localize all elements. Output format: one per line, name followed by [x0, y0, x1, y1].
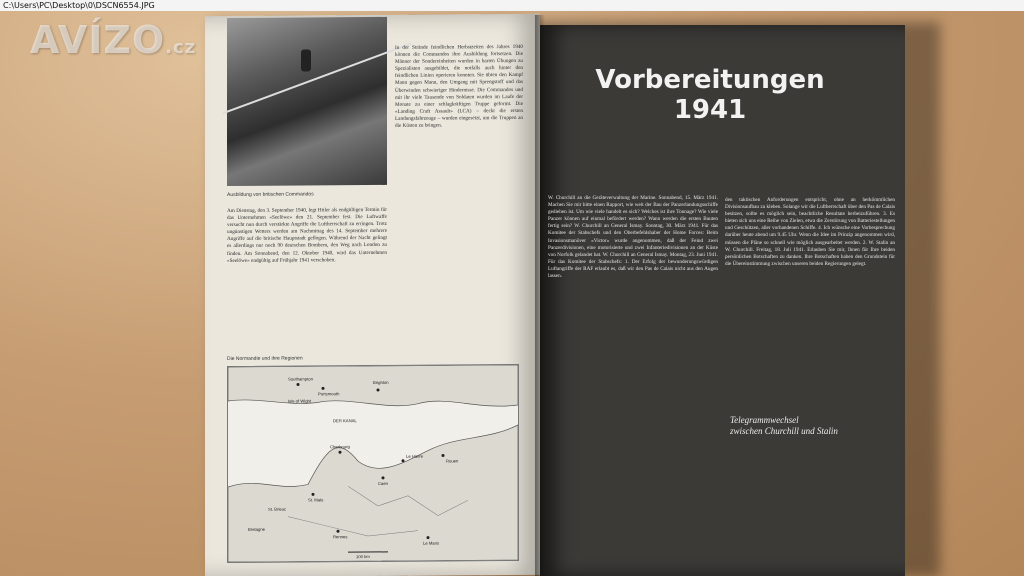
left-page — [205, 14, 540, 576]
map-scale-label: 100 km — [356, 554, 370, 560]
text-column-right-page-right: den taktischen Anforderungen entspricht, ohne an herkömmlichen Divisionsaufbau zu kleben. Solange wir die Luftherrschaft über den Pas de Calais besitzen, sollte es möglich sein, beachtliche Resultate herbeizuführen. 3. Es bieten sich uns eine Reihe von Zielen, etwa die Zerstörung von Batteriestellungen und Geschützen, aller vorhandenen Schiffe. 4. Ich wünsche eine Vorbesprechung darüber heute abend um 9.45 Uhr. Wenn die Idee im Prinzip angenommen wird, müssen die Pläne so schnell wie möglich ausgearbeitet werden. 2. W. Stalin an W. Churchill. Freitag, 18. Juli 1941. Erlauben Sie mir, Ihnen für Ihre beiden persönlichen Botschaften zu danken. Ihre Botschaften haben den Grundstein für die Übereinstimmung zwischen unseren beiden Regierungen gelegt. — [725, 197, 895, 267]
photo-caption: Ausbildung von britischen Commandos — [227, 191, 314, 199]
rope — [223, 43, 412, 115]
map-label-bretagne: Bretagne — [248, 526, 265, 532]
commando-photo — [227, 17, 387, 186]
map-label-st-malo: St. Malo — [308, 497, 324, 503]
map-label-le-mans: Le Mans — [423, 540, 440, 546]
map-label-isle-of-wight: Isle of Wight — [288, 398, 312, 404]
text-column-top-right: In der Strände feindlichen Herbstzeiten des Jahres 1940 können die Commandos ihre Ausbildung fortsetzen. Die Männer der Sondereinheiten wurden in harten Übungen zu Spezialisten ausgebildet, die notfalls auch hinter den feindlichen Linien operieren konnten. Sie übten den Kampf Mann gegen Mann, den Umgang mit Sprengstoff und das Überwinden schwieriger Hindernisse. Die Commandos und mit ihr viele Tausende von Soldaten wurden im Laufe der Monate zu einer schlagkräftigen Truppe geformt. Die «Landing Craft Assault» (LCA) – deckt die ersten Landungsfahrzeuge – wurden eingesetzt, um die Truppen an die Küsten zu bringen. — [395, 43, 523, 129]
watermark-suffix: .cz — [165, 37, 197, 58]
map-label-st-brieuc: St. Brieuc — [268, 506, 287, 512]
map-caption: Die Normandie und ihre Regionen — [227, 355, 303, 363]
soldier-figure — [301, 49, 311, 71]
channel-map — [227, 364, 519, 563]
section-heading-line2: zwischen Churchill und Stalin — [730, 426, 838, 436]
section-heading-line1: Telegrammwechsel — [730, 415, 799, 425]
map-label-portsmouth: Portsmouth — [318, 391, 340, 397]
file-path-bar: C:\Users\PC\Desktop\0\DSCN6554.JPG — [0, 0, 1024, 11]
chapter-title — [580, 65, 840, 125]
map-label-caen: Caen — [378, 480, 389, 486]
chapter-title-line1: Vorbereitungen — [595, 65, 825, 95]
map-label-brighton: Brighton — [373, 379, 389, 385]
watermark-logo — [30, 18, 196, 62]
map-label-channel: DER KANAL — [333, 418, 357, 424]
book-gutter — [535, 15, 545, 576]
text-column-right-page-left: W. Churchill an die Geräteverwaltung der Marine. Sonnabend, 15. März 1941. Machen Sie mir bitte einen Rapport, wie weit der Bau der Panzerlandungsschiffe gediehen ist. Um wie viele handelt es sich? Welches ist ihre Tonnage? Wie viele Panzer können auf einmal befördert werden? Wann werden die ersten Bauten fertig sein? W. Churchill an General Ismay. Sonntag, 30. März 1941. Für das Komitee der Stabschefs und den Oberbefehlshaber der Home Forces: Beim Invasionsmanöver «Victor» wurde angenommen, daß der Feind zwei Panzerdivisionen, eine motorisierte und zwei Infanteriedivisionen an der Küste von Norfolk gelandet hat. W. Churchill an General Ismay. Montag, 23. Juni 1941. Für das Komitee der Stabschefs: 1. Der Erfolg der bewunderungswürdigen Luftangriffe der RAF erlaubt es, daß wir den Pas de Calais nicht aus den Augen lassen. — [548, 195, 718, 280]
map-label-cherbourg: Cherbourg — [330, 444, 350, 450]
map-label-rennes: Rennes — [333, 534, 348, 540]
right-page — [540, 25, 905, 576]
chapter-title-line2: 1941 — [673, 95, 747, 125]
map-label-southampton: Southampton — [288, 376, 313, 382]
watermark-brand: AVÍZO — [30, 18, 166, 62]
section-heading — [730, 415, 895, 437]
map-drawing — [228, 365, 518, 562]
text-column-left-mid: Am Dienstag, den 3. September 1940, legt Hitler als endgültigen Termin für das Unternehmen «Seelöwe» den 21. September fest. Die Luftwaffe versucht nun durch verstärkte Angriffe die Luftherrschaft zu erringen. Trotz ungünstigen Wetters werden am Nachmittag des 14. September mehrere Angriffe auf die britische Hauptstadt geflogen. Während der Nacht gelingt es allerdings nur noch 90 deutschen Bombern, den Weg nach London zu finden. Am Sonnabend, den 12. Oktober 1940, wird das Unternehmen «Seelöwe» endgültig auf Frühjahr 1941 verschoben. — [227, 206, 387, 264]
map-label-rouen: Rouen — [446, 458, 459, 464]
map-label-le-havre: Le Havre — [406, 453, 423, 459]
